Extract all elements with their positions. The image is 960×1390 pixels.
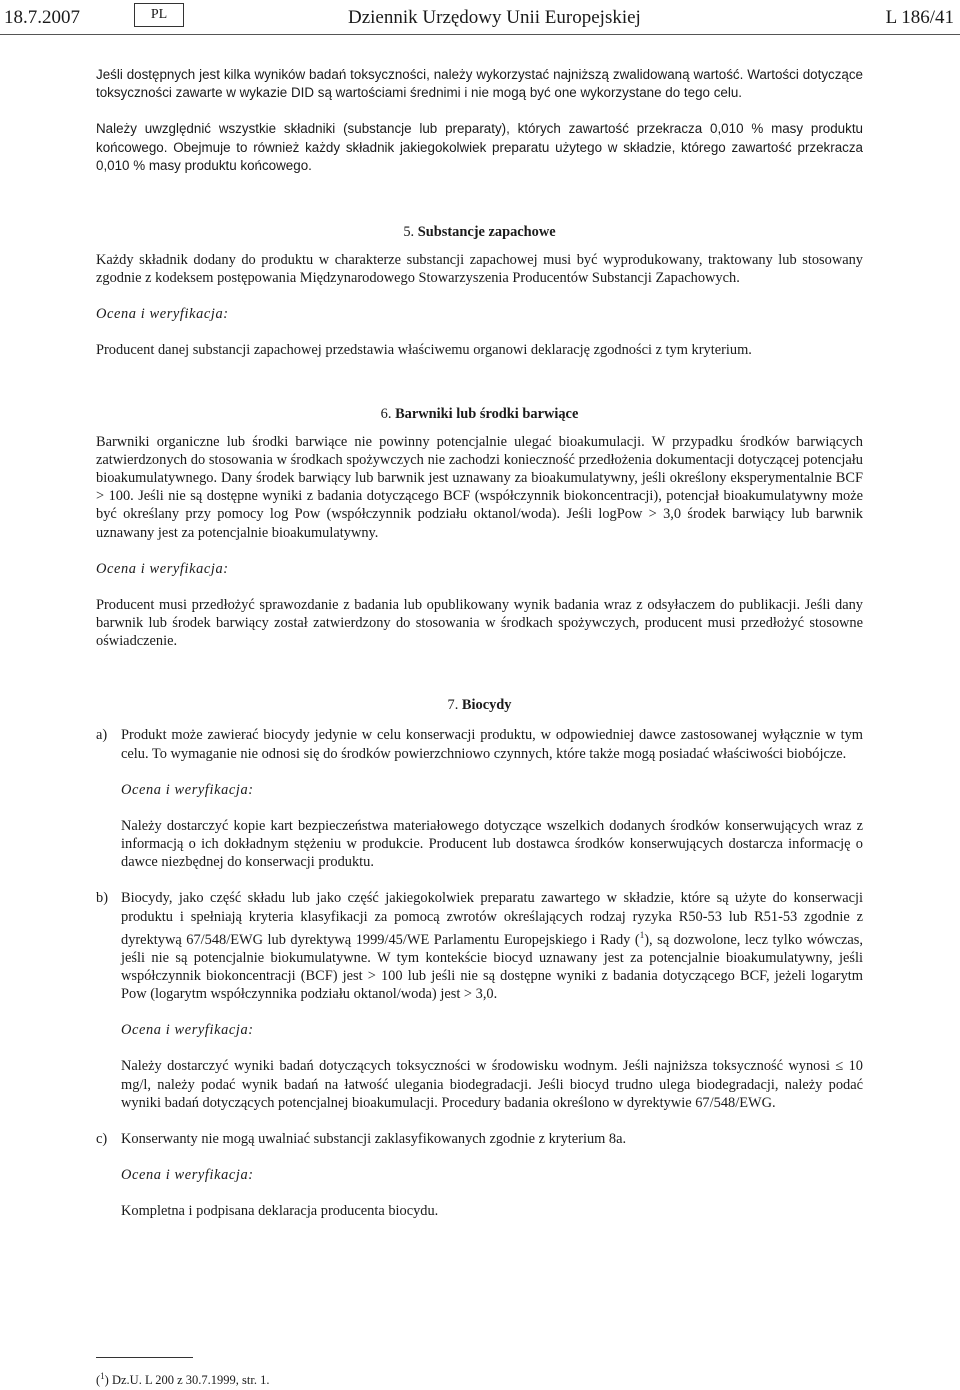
section-7-heading: [96, 696, 863, 714]
list-item-body-part-2: ), są dozwolone, lecz tylko wówczas, jeśli nie są potencjalnie biokumulatywne. W tym kontekście biocyd uznawany jest za potencjalnie bioakumulatywny, jeśli współczynnik biokoncentracji (BCF) jest > 100 lub jeśli nie są dostępne wyniki z badania dotyczącego BCF, jeżeli logarytm Pow (logarytm współczynnika podziału oktanol/woda) jest > 3,0.: [121, 931, 864, 1003]
section-5-number: 5.: [403, 224, 415, 241]
list-item-b: [96, 889, 863, 1112]
list-item-assessment-label: Ocena i weryfikacja:: [121, 1167, 254, 1184]
footnote-divider: [96, 1357, 193, 1358]
list-item-assessment-label: Ocena i weryfikacja:: [121, 781, 254, 798]
document-body: [96, 66, 863, 1221]
list-item-marker: c): [96, 1131, 108, 1148]
section-6-number: 6.: [380, 405, 392, 422]
header-divider: [0, 34, 960, 35]
intro-paragraph-1: Jeśli dostępnych jest kilka wyników badań toksyczności, należy wykorzystać najniższą zwalidowaną wartość. Wartości dotyczące toksyczności zawarte w wykazie DID są wartościami średnimi i nie mogą być one wykorzystane do tego celu.: [96, 67, 863, 101]
section-5-heading: [96, 223, 863, 241]
list-item-body: [121, 889, 863, 1003]
section-5-title: Substancje zapachowe: [417, 224, 556, 241]
publication-date: 18.7.2007: [4, 7, 80, 28]
list-item-a: [96, 726, 863, 871]
list-item-assessment: Należy dostarczyć kopie kart bezpieczeństwa materiałowego dotyczące wszelkich dodanych środków konserwujących wraz z informacją o ich dokładnym stężeniu w produkcie. Producent lub dostawca środków konserwujących dostarcza informację o dawce niezbędnej do konserwacji produktu.: [121, 817, 863, 871]
page-header: [0, 0, 960, 40]
footnote-text: Dz.U. L 200 z 30.7.1999, str. 1.: [111, 1373, 270, 1388]
intro-paragraph-2: Należy uwzględnić wszystkie składniki (substancje lub preparaty), których zawartość przekracza 0,010 % masy produktu końcowego. Obejmuje to również każdy składnik jakiegokolwiek preparatu użytego w składzie, którego zawartość przekracza 0,010 % masy produktu końcowego.: [96, 121, 863, 173]
list-item-body-part-1: Biocydy, jako część składu lub jako część jakiegokolwiek preparatu zawartego w składzie, które są użyte do konserwacji produktu i spełniają kryteria klasyfikacji za pomocą zwrotów określających rodzaj ryzyka R50-53 lub R51-53 zgodnie z dyrektywą 67/548/EWG lub dyrektywą 1999/45/WE Parlamentu Europejskiego i Rady (: [121, 890, 863, 948]
section-6-title: Barwniki lub środki barwiące: [395, 405, 579, 422]
list-item-body: Produkt może zawierać biocydy jedynie w celu konserwacji produktu, w odpowiedniej dawce zastosowanej wyłącznie w tym celu. To wymaganie nie odnosi się do środków powierzchniowo czynnych, które także mogą posiadać właściwości biobójcze.: [121, 727, 863, 762]
section-7-number: 7.: [447, 697, 459, 714]
list-item-body: Konserwanty nie mogą uwalniać substancji zaklasyfikowanych zgodnie z kryterium 8a.: [121, 1131, 627, 1148]
section-7-title: Biocydy: [461, 697, 512, 714]
page-number: L 186/41: [885, 7, 954, 28]
list-item-assessment: Kompletna i podpisana deklaracja producenta biocydu.: [121, 1203, 439, 1220]
section-6-assessment: Producent musi przedłożyć sprawozdanie z badania lub opublikowany wynik badania wraz z odsyłaczem do publikacji. Jeśli dany barwnik lub środek barwiący został zatwierdzony do stosowania w środkach spożywczych, producent musi przedłożyć stosowne oświadczenie.: [96, 596, 863, 650]
section-7: [96, 696, 863, 1220]
list-item-assessment: Należy dostarczyć wyniki badań dotyczących toksyczności w środowisku wodnym. Jeśli najniższa toksyczność wynosi ≤ 10 mg/l, należy podać wynik badań na łatwość ulegania biodegradacji. Jeśli biocyd trudno ulega biodegradacji, należy podać wyniki badań dotyczących potencjalnej bioakumulacji. Procedury badania określono w dyrektywie 67/548/EWG.: [121, 1058, 863, 1111]
section-6: [96, 405, 863, 651]
section-5: [96, 223, 863, 360]
list-item-marker: a): [96, 727, 108, 744]
list-item-assessment-label: Ocena i weryfikacja:: [121, 1022, 254, 1039]
footnote: ($^1$) Dz.U. L 200 z 30.7.1999, str. 1.: [96, 1371, 270, 1388]
footnote-marker: 1: [100, 1371, 105, 1381]
section-6-assessment-label: Ocena i weryfikacja:: [96, 560, 229, 577]
section-5-assessment: Producent danej substancji zapachowej przedstawia właściwemu organowi deklarację zgodności z tym kryterium.: [96, 342, 752, 359]
footnote-reference[interactable]: 1: [639, 929, 645, 940]
journal-title: Dziennik Urzędowy Unii Europejskiej: [348, 7, 641, 28]
section-6-heading: [96, 405, 863, 423]
language-badge: PL: [134, 3, 184, 27]
section-5-body: Każdy składnik dodany do produktu w charakterze substancji zapachowej musi być wyprodukowany, traktowany lub stosowany zgodnie z kodeksem postępowania Międzynarodowego Stowarzyszenia Producentów Substancji Zapachowych.: [96, 252, 863, 287]
list-item-c: [96, 1130, 863, 1220]
list-item-marker: b): [96, 890, 108, 907]
section-5-assessment-label: Ocena i weryfikacja:: [96, 306, 229, 323]
section-6-body: Barwniki organiczne lub środki barwiące nie powinny potencjalnie ulegać bioakumulacji. W przypadku środków barwiących zatwierdzonych do stosowania w środkach spożywczych nie zachodzi konieczność przedłożenia dokumentacji dotyczącej potencjału bioakumulatywnego. Dany środek barwiący lub barwnik jest uznawany za bioakumulatywny, jeśli określony eksperymentalnie BCF > 100. Jeśli nie są dostępne wyniki z badania dotyczącego BCF (współczynnik biokoncentracji), potencjał bioakumulatywny może być określany przy pomocy log Pow (współczynnik podziału oktanol/woda). Jeśli logPow > 3,0 środek barwiący lub barwnik uznawany jest za potencjalnie bioakumulatywny.: [96, 433, 863, 541]
